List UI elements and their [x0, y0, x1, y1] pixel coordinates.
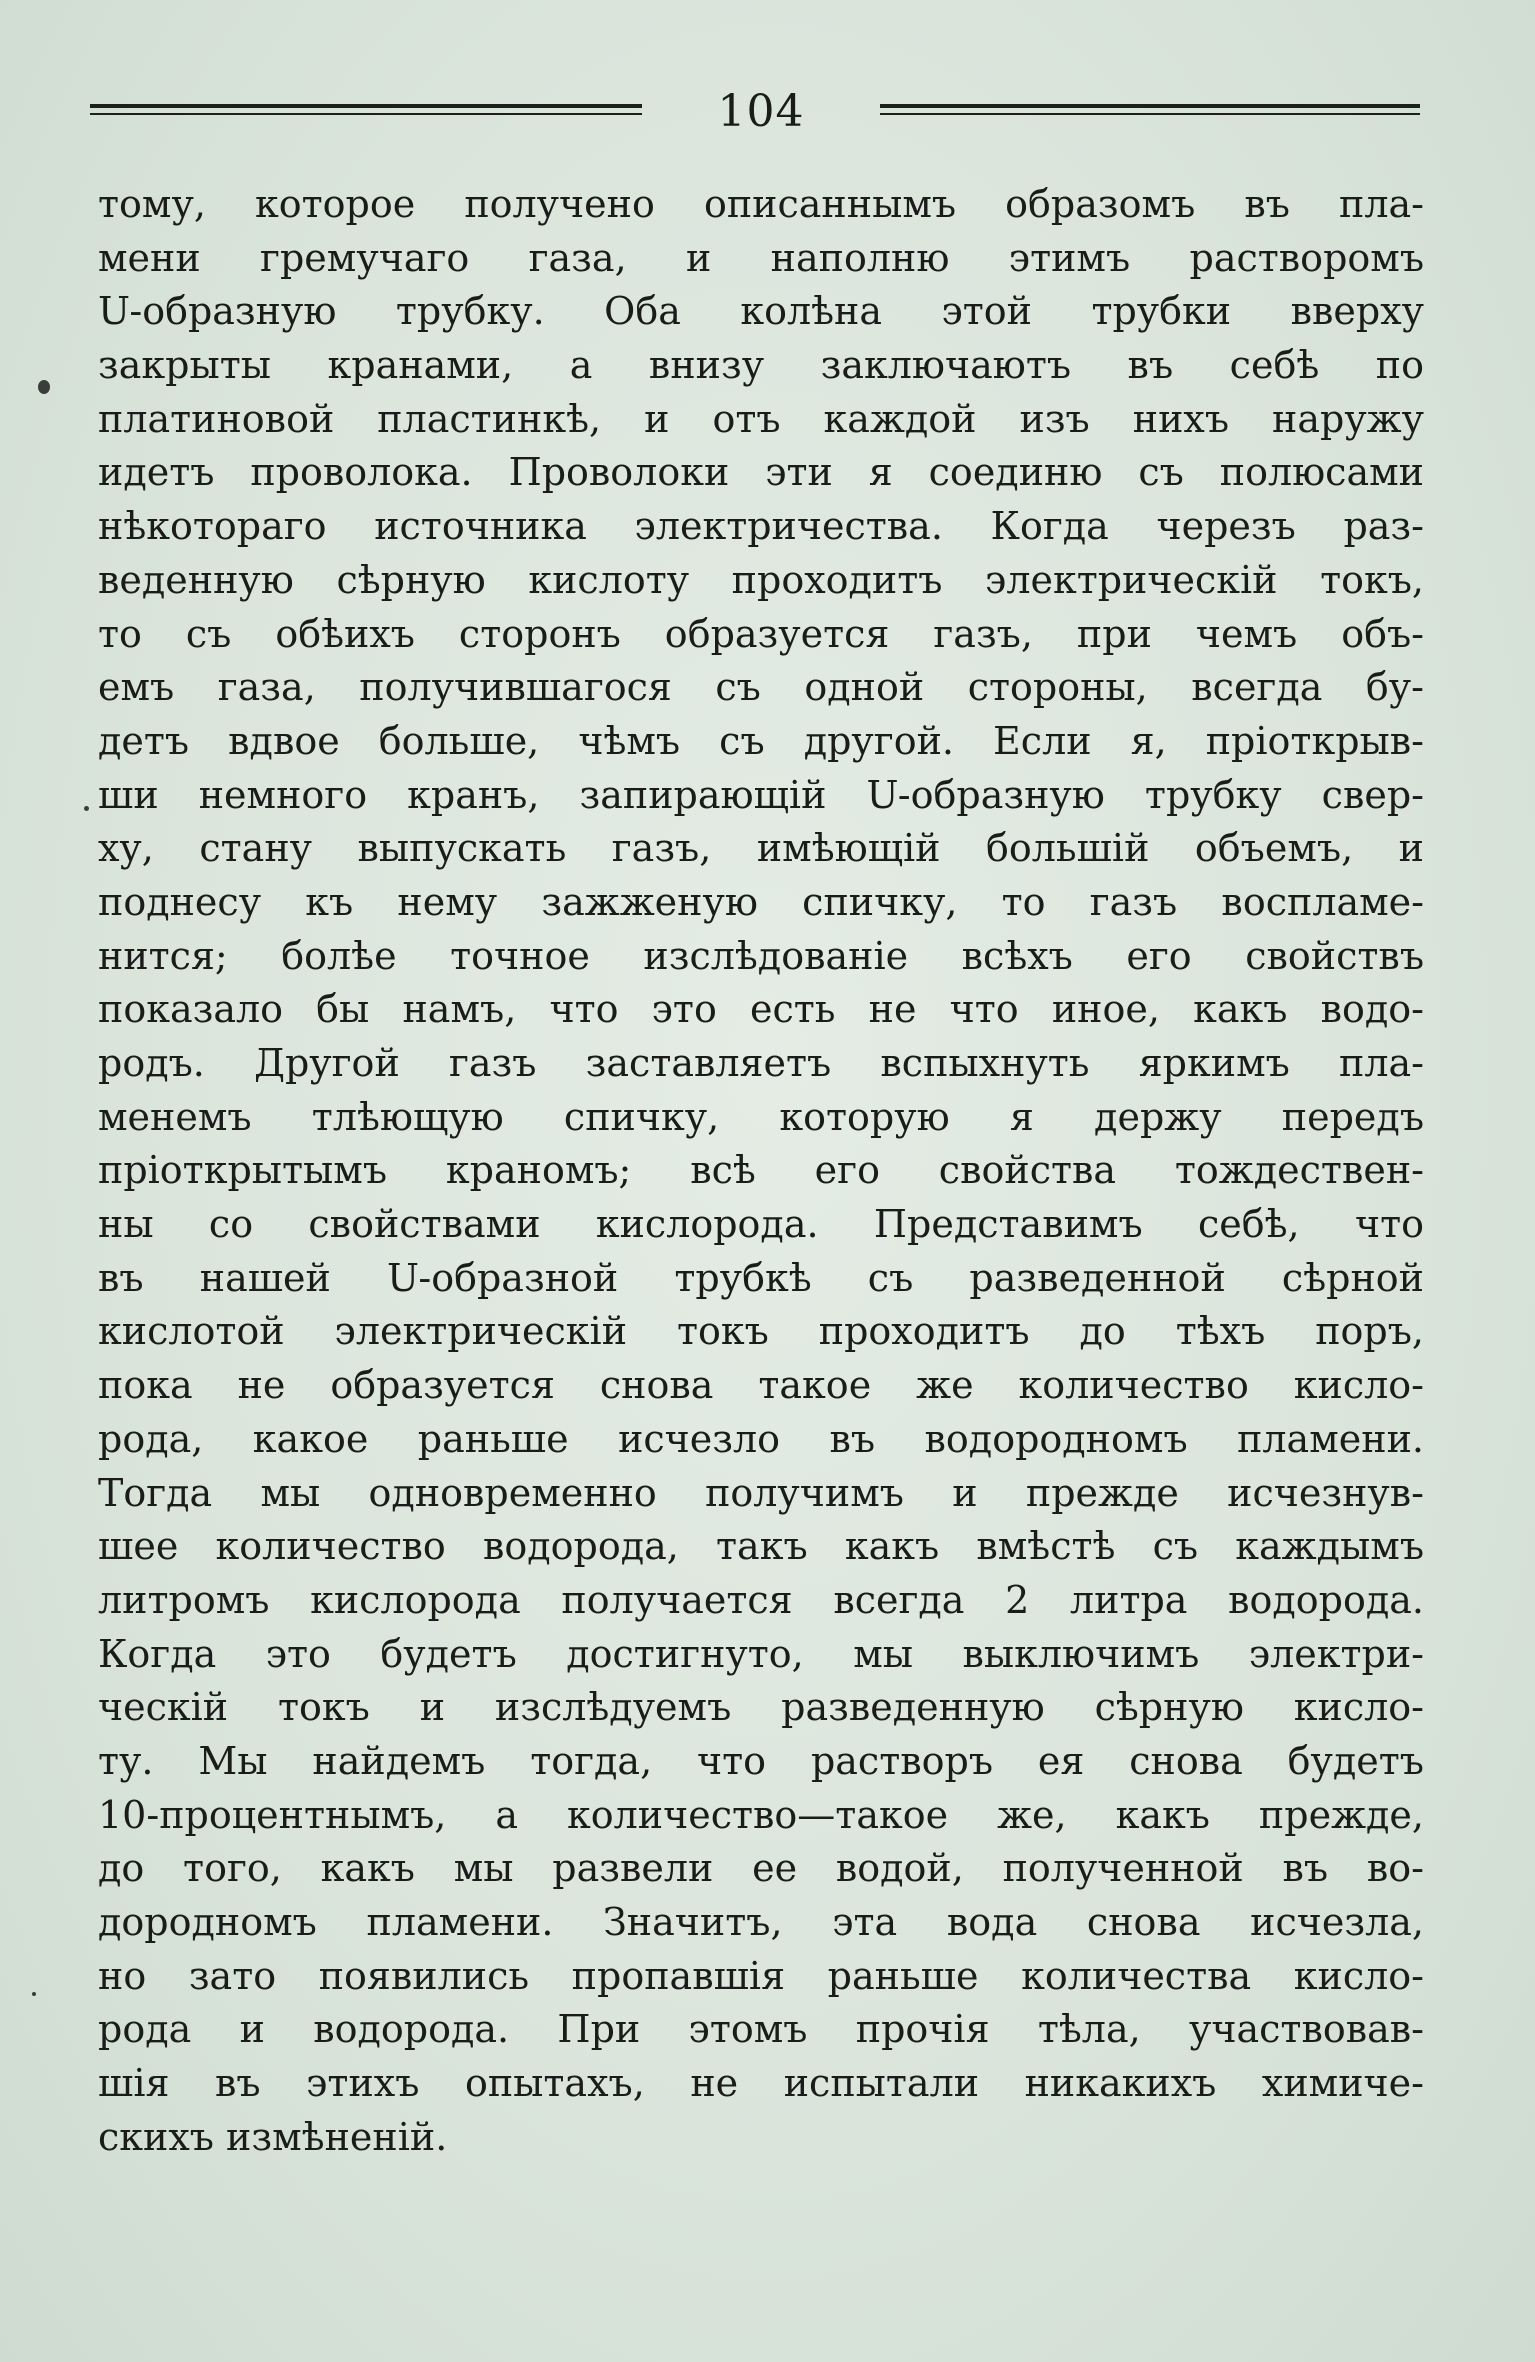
text-line: показало бы намъ, что это есть не что иное, какъ водо- — [98, 987, 1424, 1032]
text-line: емъ газа, получившагося съ одной стороны, всегда бу- — [98, 665, 1424, 710]
text-line: ши немного кранъ, запирающій U-образную трубку свер- — [98, 772, 1424, 817]
text-line: ны со свойствами кислорода. Представимъ себѣ, что — [98, 1202, 1424, 1247]
text-line: шее количество водорода, такъ какъ вмѣстѣ съ каждымъ — [98, 1524, 1424, 1569]
page-header — [90, 82, 1420, 142]
page-number: 104 — [717, 86, 805, 137]
text-line: платиновой пластинкѣ, и отъ каждой изъ нихъ наружу — [98, 396, 1424, 441]
text-line: веденную сѣрную кислоту проходитъ электрическій токъ, — [98, 557, 1424, 602]
text-line: до того, какъ мы развели ее водой, полученной въ во- — [98, 1846, 1424, 1891]
text-line: въ нашей U-образной трубкѣ съ разведенной сѣрной — [98, 1255, 1424, 1300]
text-line: нѣкотораго источника электричества. Когда черезъ раз- — [98, 504, 1424, 549]
text-line: скихъ измѣненій. — [98, 2114, 448, 2159]
text-line: мени гремучаго газа, и наполню этимъ растворомъ — [98, 235, 1424, 280]
text-line: U-образную трубку. Оба колѣна этой трубки вверху — [98, 289, 1424, 334]
text-line: Когда это будетъ достигнуто, мы выключимъ электри- — [98, 1631, 1424, 1676]
header-rule-right — [880, 104, 1420, 118]
text-line: кислотой электрическій токъ проходитъ до тѣхъ поръ, — [98, 1309, 1424, 1354]
text-line: закрыты кранами, а внизу заключаютъ въ себѣ по — [98, 343, 1424, 388]
body-text — [98, 178, 1424, 2164]
text-line: менемъ тлѣющую спичку, которую я держу передъ — [98, 1094, 1424, 1139]
text-line: 10-процентнымъ, а количество—такое же, какъ прежде, — [98, 1792, 1424, 1837]
text-line: поднесу къ нему зажженую спичку, то газъ воспламе- — [98, 879, 1424, 924]
ink-speck — [38, 380, 50, 394]
text-line: тому, которое получено описаннымъ образомъ въ пла- — [98, 182, 1424, 226]
text-line: детъ вдвое больше, чѣмъ съ другой. Если я, пріоткрыв- — [98, 718, 1424, 763]
text-line: литромъ кислорода получается всегда 2 литра водорода. — [98, 1577, 1424, 1622]
text-line: ху, стану выпускать газъ, имѣющій большій объемъ, и — [98, 826, 1424, 871]
ink-speck — [32, 1992, 36, 1996]
ink-speck — [84, 806, 89, 811]
text-line: но зато появились пропавшія раньше количества кисло- — [98, 1953, 1424, 1998]
text-line: рода и водорода. При этомъ прочія тѣла, участвовав- — [98, 2007, 1424, 2052]
text-line: то съ обѣихъ сторонъ образуется газъ, при чемъ объ- — [98, 611, 1424, 656]
text-line: пока не образуется снова такое же количество кисло- — [98, 1363, 1424, 1408]
text-line: рода, какое раньше исчезло въ водородномъ пламени. — [98, 1416, 1424, 1461]
text-line: ту. Мы найдемъ тогда, что растворъ ея снова будетъ — [98, 1738, 1424, 1783]
text-line: идетъ проволока. Проволоки эти я соединю съ полюсами — [98, 450, 1424, 495]
text-line: нится; болѣе точное изслѣдованіе всѣхъ его свойствъ — [98, 933, 1424, 978]
header-rule-left — [90, 104, 642, 118]
text-line: шія въ этихъ опытахъ, не испытали никакихъ химиче- — [98, 2061, 1424, 2106]
text-line: ческій токъ и изслѣдуемъ разведенную сѣрную кисло- — [98, 1685, 1424, 1730]
text-line: родъ. Другой газъ заставляетъ вспыхнуть яркимъ пла- — [98, 1041, 1424, 1085]
text-line: Тогда мы одновременно получимъ и прежде исчезнув- — [98, 1470, 1424, 1515]
text-line: дородномъ пламени. Значитъ, эта вода снова исчезла, — [98, 1900, 1424, 1944]
text-line: пріоткрытымъ краномъ; всѣ его свойства тождествен- — [98, 1148, 1424, 1193]
